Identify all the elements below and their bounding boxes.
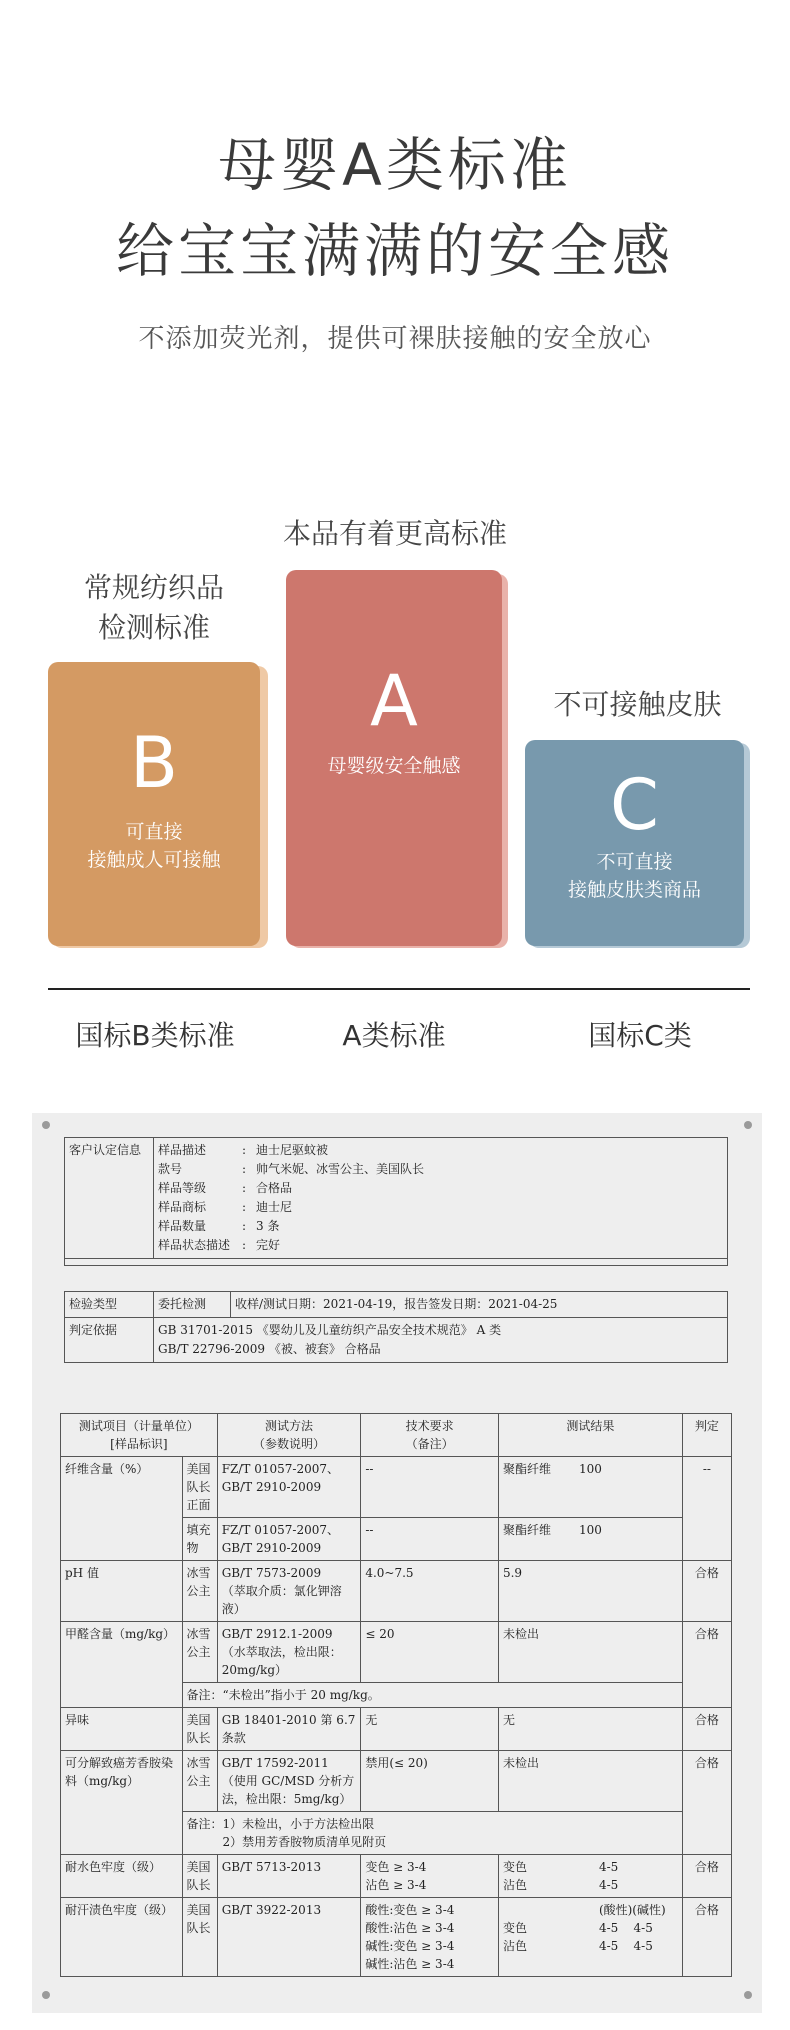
kv-key: 样品数量 xyxy=(158,1219,207,1233)
kv-value: 帅气米妮、冰雪公主、美国队长 xyxy=(256,1162,425,1176)
card-c xyxy=(525,740,744,946)
odor-req: 无 xyxy=(361,1708,499,1751)
test-report xyxy=(32,1113,762,2013)
header-verdict: 判定 xyxy=(682,1414,731,1457)
caption-b-line1: 常规纺织品 xyxy=(83,571,224,604)
odor-item: 异味 xyxy=(61,1708,183,1751)
odor-verdict: 合格 xyxy=(682,1708,731,1751)
azo-req: 禁用(≤ 20) xyxy=(361,1751,499,1812)
results-table xyxy=(60,1413,732,1977)
card-b-desc-line2: 接触成人可接触 xyxy=(87,849,221,871)
header-method: 测试方法 （参数说明） xyxy=(217,1414,361,1457)
hero-title-line1: 母婴A类标准 xyxy=(218,131,572,199)
header-item: 测试项目（计量单位） [样品标识] xyxy=(61,1414,218,1457)
odor-sample: 美国队长 xyxy=(182,1708,217,1751)
card-a-letter: A xyxy=(370,660,418,742)
water-req: 变色 ≥ 3-4 沾色 ≥ 3-4 xyxy=(361,1855,499,1898)
hero-subtitle: 不添加荧光剂，提供可裸肤接触的安全放心 xyxy=(138,324,652,354)
client-info-label: 客户认定信息 xyxy=(65,1138,154,1259)
basis-line2: GB/T 22796-2009 《被、被套》 合格品 xyxy=(158,1342,381,1356)
std-label-a: A类标准 xyxy=(342,1019,446,1052)
fiber-item: 纤维含量（%） xyxy=(61,1457,183,1561)
inspection-type: 委托检测 xyxy=(154,1292,231,1318)
kv-key: 样品商标 xyxy=(158,1200,207,1214)
card-b xyxy=(48,662,260,946)
sample-info: 样品描述 : 迪士尼驱蚊被 款号 : 帅气米妮、冰雪公主、美国队长 样品等级 : 合格品 样品商标 : 迪士尼 样品数量 : 3 条 样品状态描述 : 完好 xyxy=(154,1138,728,1259)
fiber-sample-1: 美国队长正面 xyxy=(182,1457,217,1518)
basis xyxy=(154,1318,728,1363)
inspection-type-label: 检验类型 xyxy=(65,1292,154,1318)
card-a-desc: 母婴级安全触感 xyxy=(327,755,461,777)
fiber-method-1: FZ/T 01057-2007、GB/T 2910-2009 xyxy=(217,1457,361,1518)
sweat-item: 耐汗渍色牢度（级） xyxy=(61,1898,183,1977)
ph-sample: 冰雪公主 xyxy=(182,1561,217,1622)
water-verdict: 合格 xyxy=(682,1855,731,1898)
fiber-method-2: FZ/T 01057-2007、GB/T 2910-2009 xyxy=(217,1518,361,1561)
ph-result: 5.9 xyxy=(498,1561,682,1622)
formaldehyde-note: 备注：“未检出”指小于 20 mg/kg。 xyxy=(182,1683,682,1708)
water-item: 耐水色牢度（级） xyxy=(61,1855,183,1898)
water-result: 变色 4-5 沾色 4-5 xyxy=(498,1855,682,1898)
kv-value: 完好 xyxy=(256,1238,281,1252)
azo-note: 备注：1）未检出，小于方法检出限 2）禁用芳香胺物质清单见附页 xyxy=(182,1812,682,1855)
corner-dot xyxy=(744,1991,752,1999)
caption-c: 不可接触皮肤 xyxy=(553,688,722,721)
sweat-sample: 美国队长 xyxy=(182,1898,217,1977)
water-sample: 美国队长 xyxy=(182,1855,217,1898)
fiber-req-1: -- xyxy=(361,1457,499,1518)
basis-line1: GB 31701-2015 《婴幼儿及儿童纺织产品安全技术规范》 A 类 xyxy=(158,1323,502,1337)
fiber-result-1: 聚酯纤维 100 xyxy=(498,1457,682,1518)
kv-value: 迪士尼驱蚊被 xyxy=(256,1143,329,1157)
ph-verdict: 合格 xyxy=(682,1561,731,1622)
azo-method: GB/T 17592-2011 （使用 GC/MSD 分析方法，检出限：5mg/kg） xyxy=(217,1751,361,1812)
card-b-letter: B xyxy=(129,722,179,804)
fiber-sample-2: 填充物 xyxy=(182,1518,217,1561)
info-table xyxy=(64,1137,728,1266)
kv-value: 合格品 xyxy=(256,1181,293,1195)
corner-dot xyxy=(42,1121,50,1129)
formaldehyde-sample: 冰雪公主 xyxy=(182,1622,217,1683)
spacer-row xyxy=(65,1259,728,1266)
fiber-verdict: -- xyxy=(682,1457,731,1561)
kv-key: 样品状态描述 xyxy=(158,1238,231,1252)
formaldehyde-result: 未检出 xyxy=(498,1622,682,1683)
formaldehyde-method: GB/T 2912.1-2009 （水萃取法，检出限：20mg/kg） xyxy=(217,1622,361,1683)
formaldehyde-item: 甲醛含量（mg/kg） xyxy=(61,1622,183,1708)
header-requirement: 技术要求 （备注） xyxy=(361,1414,499,1457)
std-label-b: 国标B类标准 xyxy=(75,1019,235,1052)
formaldehyde-verdict: 合格 xyxy=(682,1622,731,1708)
kv-value: 3 条 xyxy=(256,1219,280,1233)
azo-result: 未检出 xyxy=(498,1751,682,1812)
kv-key: 样品描述 xyxy=(158,1143,207,1157)
azo-verdict: 合格 xyxy=(682,1751,731,1855)
kv-value: 迪士尼 xyxy=(256,1200,293,1214)
sweat-verdict: 合格 xyxy=(682,1898,731,1977)
azo-item: 可分解致癌芳香胺染料（mg/kg） xyxy=(61,1751,183,1855)
header-result: 测试结果 xyxy=(498,1414,682,1457)
card-c-desc-line2: 接触皮肤类商品 xyxy=(567,879,701,901)
basis-label: 判定依据 xyxy=(65,1318,154,1363)
water-method: GB/T 5713-2013 xyxy=(217,1855,361,1898)
ph-method: GB/T 7573-2009 （萃取介质：氯化钾溶液） xyxy=(217,1561,361,1622)
std-label-c: 国标C类 xyxy=(588,1019,692,1052)
sweat-req: 酸性:变色 ≥ 3-4 酸性:沾色 ≥ 3-4 碱性:变色 ≥ 3-4 碱性:沾色 ≥ 3-4 xyxy=(361,1898,499,1977)
sweat-method: GB/T 3922-2013 xyxy=(217,1898,361,1977)
divider xyxy=(48,988,750,990)
kv-key: 样品等级 xyxy=(158,1181,207,1195)
corner-dot xyxy=(42,1991,50,1999)
caption-a: 本品有着更高标准 xyxy=(282,517,507,550)
azo-sample: 冰雪公主 xyxy=(182,1751,217,1812)
kv-key: 款号 xyxy=(158,1162,183,1176)
corner-dot xyxy=(744,1121,752,1129)
card-b-desc-line1: 可直接 xyxy=(125,821,183,843)
formaldehyde-req: ≤ 20 xyxy=(361,1622,499,1683)
ph-item: pH 值 xyxy=(61,1561,183,1622)
info-table-2 xyxy=(64,1291,728,1363)
card-c-letter: C xyxy=(610,764,659,846)
caption-b-line2: 检测标准 xyxy=(97,611,210,644)
inspection-dates: 收样/测试日期：2021-04-19，报告签发日期：2021-04-25 xyxy=(231,1292,728,1318)
card-a xyxy=(286,570,502,946)
odor-result: 无 xyxy=(498,1708,682,1751)
odor-method: GB 18401-2010 第 6.7 条款 xyxy=(217,1708,361,1751)
ph-req: 4.0~7.5 xyxy=(361,1561,499,1622)
card-c-desc-line1: 不可直接 xyxy=(596,851,673,873)
hero-title-line2: 给宝宝满满的安全感 xyxy=(115,217,674,285)
fiber-req-2: -- xyxy=(361,1518,499,1561)
caption-b xyxy=(48,568,260,648)
sweat-result: (酸性)(碱性) 变色 4-5 4-5 沾色 4-5 4-5 xyxy=(498,1898,682,1977)
fiber-result-2: 聚酯纤维 100 xyxy=(498,1518,682,1561)
